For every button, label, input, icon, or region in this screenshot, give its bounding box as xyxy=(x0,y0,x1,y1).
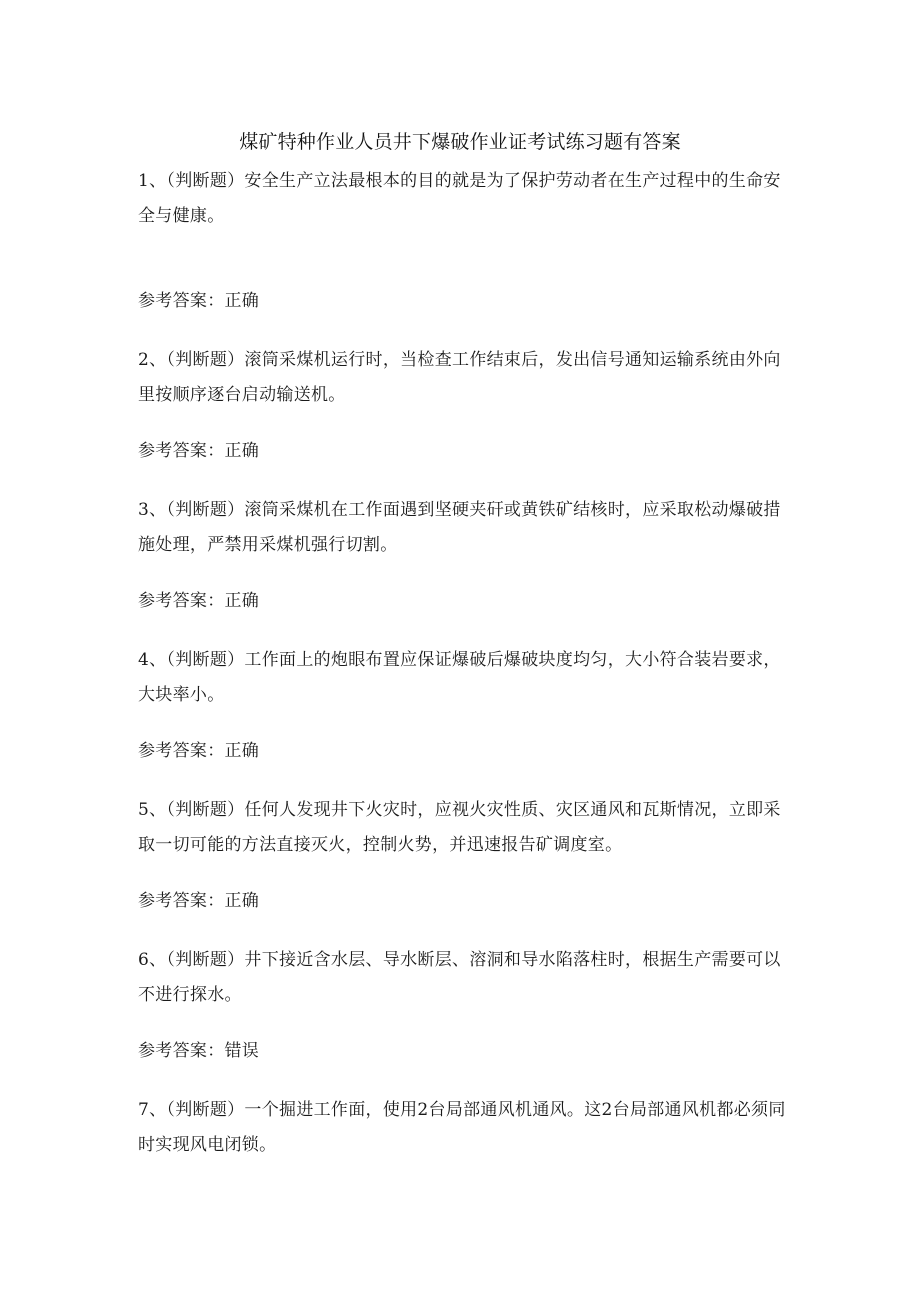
question-4-text: 4、（判断题）工作面上的炮眼布置应保证爆破后爆破块度均匀，大小符合装岩要求，大块率小。 xyxy=(138,650,781,705)
document-title: 煤矿特种作业人员井下爆破作业证考试练习题有答案 xyxy=(239,131,681,153)
question-2-text: 2、（判断题）滚筒采煤机运行时，当检查工作结束后，发出信号通知运输系统由外向里按顺序逐台启动输送机。 xyxy=(138,350,781,405)
question-4-answer: 参考答案：正确 xyxy=(138,741,260,761)
question-2-answer: 参考答案：正确 xyxy=(138,441,260,461)
question-3-text: 3、（判断题）滚筒采煤机在工作面遇到坚硬夹矸或黄铁矿结核时，应采取松动爆破措施处理，严禁用采煤机强行切割。 xyxy=(138,500,781,555)
question-5-text: 5、（判断题）任何人发现井下火灾时，应视火灾性质、灾区通风和瓦斯情况，立即采取一切可能的方法直接灭火，控制火势，并迅速报告矿调度室。 xyxy=(138,800,781,855)
question-1-text: 1、（判断题）安全生产立法最根本的目的就是为了保护劳动者在生产过程中的生命安全与健康。 xyxy=(138,171,781,226)
question-7-text: 7、（判断题）一个掘进工作面，使用2台局部通风机通风。这2台局部通风机都必须同时实现风电闭锁。 xyxy=(138,1100,786,1155)
question-5-answer: 参考答案：正确 xyxy=(138,891,260,911)
question-3-answer: 参考答案：正确 xyxy=(138,591,260,611)
question-6-answer: 参考答案：错误 xyxy=(138,1041,260,1061)
question-6-text: 6、（判断题）井下接近含水层、导水断层、溶洞和导水陷落柱时，根据生产需要可以不进行探水。 xyxy=(138,950,781,1005)
question-1-answer: 参考答案：正确 xyxy=(138,291,260,311)
